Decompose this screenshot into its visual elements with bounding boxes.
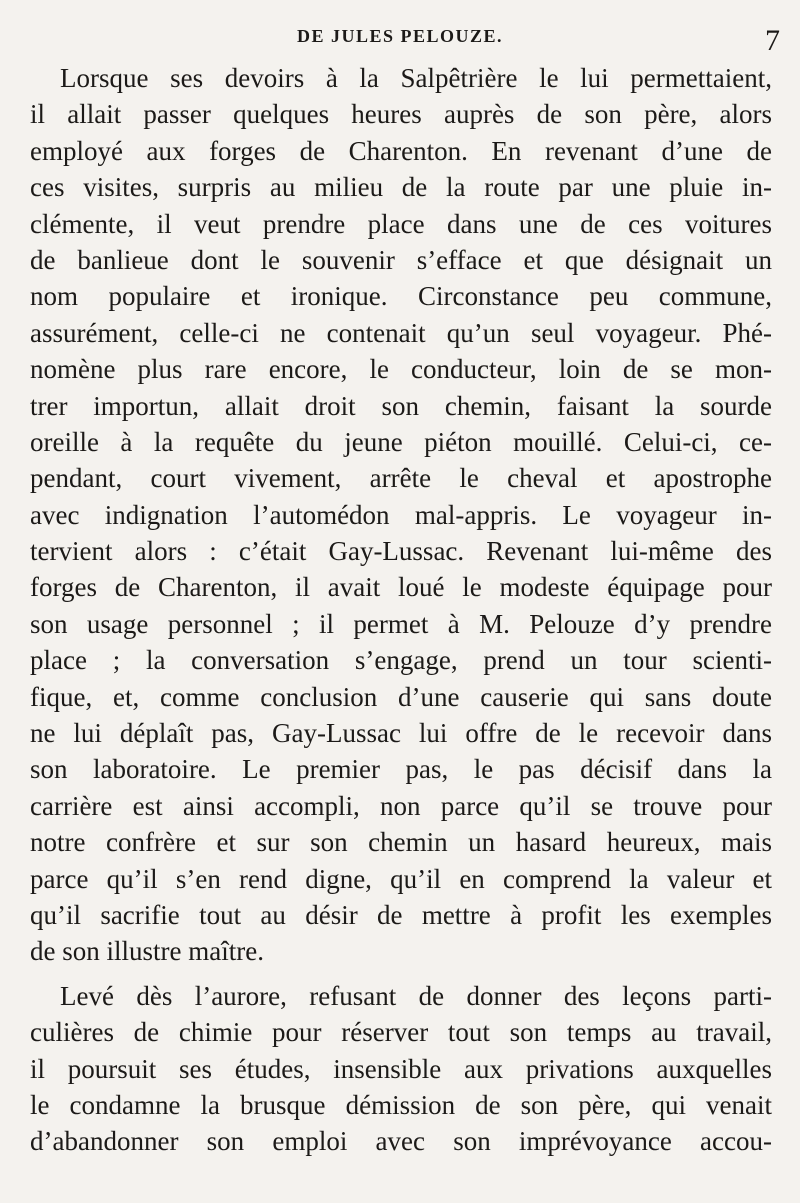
text-line: d’abandonner son emploi avec son imprévoyance accou- bbox=[30, 1126, 772, 1157]
text-line: nomène plus rare encore, le conducteur, loin de se mon- bbox=[30, 354, 772, 385]
text-line: culières de chimie pour réserver tout son temps au travail, bbox=[30, 1017, 772, 1048]
text-line: carrière est ainsi accompli, non parce qu’il se trouve pour bbox=[30, 790, 772, 821]
text-line: ces visites, surpris au milieu de la route par une pluie in- bbox=[30, 172, 772, 203]
text-line: clémente, il veut prendre place dans une de ces voitures bbox=[30, 208, 772, 239]
text-line: il allait passer quelques heures auprès de son père, alors bbox=[30, 99, 772, 130]
page-number: 7 bbox=[765, 24, 780, 57]
paragraph bbox=[30, 978, 772, 1160]
body-text bbox=[30, 60, 772, 1160]
text-line: trer importun, allait droit son chemin, faisant la sourde bbox=[30, 390, 772, 421]
text-line: place ; la conversation s’engage, prend un tour scienti- bbox=[30, 645, 772, 676]
text-line: pendant, court vivement, arrête le cheval et apostrophe bbox=[30, 463, 772, 494]
text-line: le condamne la brusque démission de son père, qui venait bbox=[30, 1089, 772, 1120]
text-line: de son illustre maître. bbox=[30, 936, 264, 967]
paragraph-gap bbox=[30, 970, 772, 978]
text-line: avec indignation l’automédon mal-appris. Le voyageur in- bbox=[30, 499, 772, 530]
text-line: ne lui déplaît pas, Gay-Lussac lui offre de le recevoir dans bbox=[30, 718, 772, 749]
text-line: il poursuit ses études, insensible aux privations auxquelles bbox=[30, 1053, 772, 1084]
text-line: Lorsque ses devoirs à la Salpêtrière le lui permettaient, bbox=[60, 63, 772, 93]
text-line: tervient alors : c’était Gay-Lussac. Revenant lui-même des bbox=[30, 536, 772, 567]
running-title: DE JULES PELOUZE. bbox=[296, 26, 504, 46]
text-line: assurément, celle-ci ne contenait qu’un seul voyageur. Phé- bbox=[30, 317, 772, 348]
text-line: son laboratoire. Le premier pas, le pas décisif dans la bbox=[30, 754, 772, 785]
text-line: fique, et, comme conclusion d’une causerie qui sans doute bbox=[30, 681, 772, 712]
text-line: de banlieue dont le souvenir s’efface et que désignait un bbox=[30, 244, 772, 275]
paragraph bbox=[30, 60, 772, 970]
text-line: nom populaire et ironique. Circonstance peu commune, bbox=[30, 281, 772, 312]
text-line: son usage personnel ; il permet à M. Pelouze d’y prendre bbox=[30, 608, 772, 639]
text-line: qu’il sacrifie tout au désir de mettre à profit les exemples bbox=[30, 899, 772, 930]
text-line: Levé dès l’aurore, refusant de donner des leçons parti- bbox=[60, 980, 772, 1011]
text-line: forges de Charenton, il avait loué le modeste équipage pour bbox=[30, 572, 772, 603]
text-line: notre confrère et sur son chemin un hasard heureux, mais bbox=[30, 827, 772, 858]
text-line: parce qu’il s’en rend digne, qu’il en comprend la valeur et bbox=[30, 863, 772, 894]
text-line: oreille à la requête du jeune piéton mouillé. Celui-ci, ce- bbox=[30, 426, 772, 457]
text-line: employé aux forges de Charenton. En revenant d’une de bbox=[30, 135, 772, 166]
